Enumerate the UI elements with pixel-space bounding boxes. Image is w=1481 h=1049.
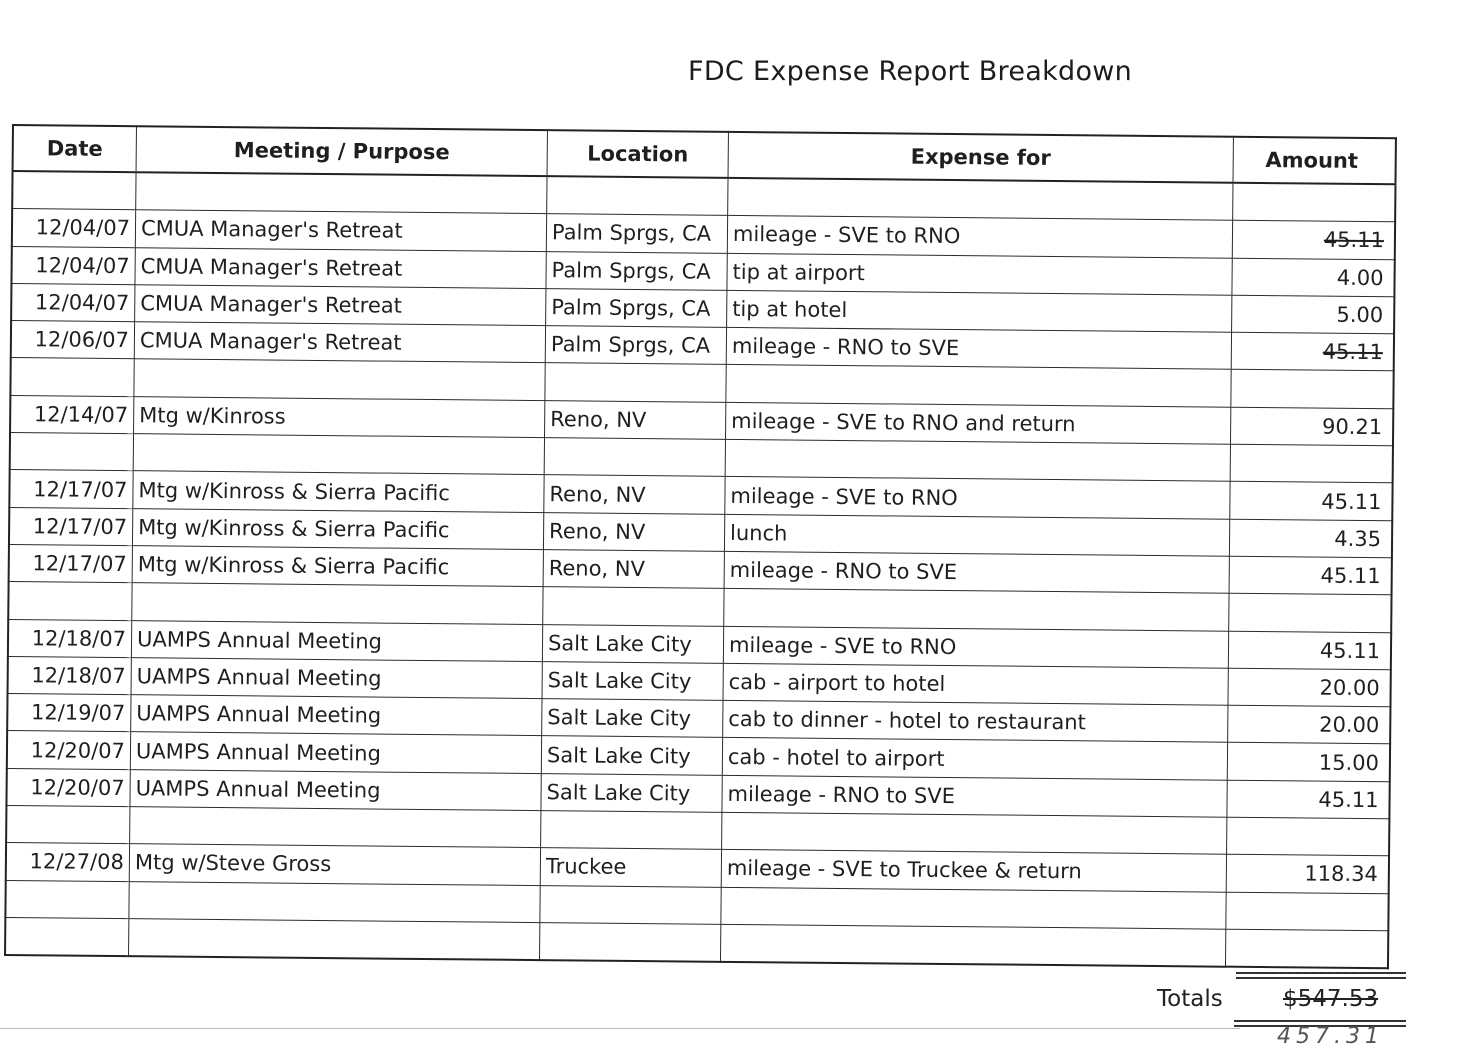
cell-location: Salt Lake City [542, 624, 723, 663]
cell-location [541, 811, 722, 850]
cell-meeting [129, 881, 540, 922]
cell-expense: mileage - SVE to RNO and return [726, 402, 1231, 444]
cell-amount: 45.11 [1230, 482, 1393, 521]
cell-meeting: Mtg w/Kinross [134, 396, 545, 437]
cell-date [5, 880, 129, 918]
totals-rule-top-2 [1236, 977, 1406, 979]
cell-location: Salt Lake City [541, 773, 722, 812]
cell-expense: mileage - RNO to SVE [722, 775, 1227, 817]
cell-date: 12/14/07 [10, 395, 134, 433]
cell-date: 12/18/07 [8, 656, 132, 694]
cell-location: Salt Lake City [542, 661, 723, 700]
cell-date [6, 806, 130, 844]
column-header-meeting: Meeting / Purpose [136, 126, 547, 176]
totals-rule-bottom [1234, 1020, 1406, 1022]
cell-location: Palm Sprgs, CA [546, 251, 727, 290]
cell-meeting: CMUA Manager's Retreat [135, 210, 546, 251]
cell-date: 12/20/07 [6, 768, 130, 806]
column-header-amount: Amount [1233, 137, 1396, 185]
cell-date: 12/20/07 [7, 731, 131, 769]
totals-label: Totals [1157, 986, 1223, 1012]
cell-meeting [132, 583, 543, 624]
cell-expense: mileage - SVE to RNO [725, 477, 1230, 519]
cell-location [544, 438, 725, 477]
cell-expense [721, 887, 1226, 929]
cell-location: Truckee [540, 848, 721, 887]
cell-location: Salt Lake City [542, 699, 723, 738]
cell-location: Palm Sprgs, CA [546, 214, 727, 253]
cell-date [5, 917, 129, 956]
cell-expense: mileage - SVE to RNO [723, 626, 1228, 668]
cell-amount [1230, 444, 1393, 483]
cell-meeting: Mtg w/Kinross & Sierra Pacific [133, 471, 544, 512]
cell-meeting [130, 807, 541, 848]
cell-expense: cab - hotel to airport [722, 738, 1227, 780]
cell-meeting: CMUA Manager's Retreat [135, 285, 546, 326]
cell-date: 12/06/07 [11, 321, 135, 359]
cell-amount: 4.35 [1229, 519, 1392, 558]
cell-location [539, 923, 720, 963]
cell-amount: 118.34 [1226, 855, 1389, 894]
cell-expense: lunch [724, 514, 1229, 556]
column-header-location: Location [547, 130, 728, 178]
cell-location [547, 176, 728, 216]
cell-expense [725, 439, 1230, 481]
cell-location: Palm Sprgs, CA [546, 289, 727, 328]
cell-expense [728, 178, 1233, 221]
cell-date [8, 582, 132, 620]
expense-table [4, 124, 1397, 969]
cell-meeting: Mtg w/Kinross & Sierra Pacific [132, 546, 543, 587]
cell-amount [1229, 593, 1392, 632]
cell-date: 12/17/07 [9, 544, 133, 582]
cell-date: 12/04/07 [12, 209, 136, 247]
cell-amount: 5.00 [1232, 295, 1395, 334]
report-title: FDC Expense Report Breakdown [688, 56, 1133, 87]
cell-expense: mileage - RNO to SVE [724, 551, 1229, 593]
cell-date: 12/17/07 [9, 470, 133, 508]
cell-meeting: UAMPS Annual Meeting [130, 769, 541, 810]
cell-amount: 20.00 [1228, 705, 1391, 744]
cell-expense: mileage - RNO to SVE [726, 328, 1231, 370]
cell-date [12, 171, 136, 210]
cell-expense: cab - airport to hotel [723, 663, 1228, 705]
cell-location: Reno, NV [545, 400, 726, 439]
cell-amount: 90.21 [1230, 407, 1393, 446]
cell-expense: cab to dinner - hotel to restaurant [723, 701, 1228, 743]
cell-meeting: UAMPS Annual Meeting [131, 658, 542, 699]
cell-location: Palm Sprgs, CA [545, 326, 726, 365]
totals-value: $547.53 [1283, 986, 1379, 1012]
cell-meeting: CMUA Manager's Retreat [135, 247, 546, 288]
cell-meeting [129, 919, 540, 961]
cell-date: 12/18/07 [8, 619, 132, 657]
handwritten-total: 457.31 [1277, 1024, 1384, 1049]
cell-amount: 15.00 [1227, 743, 1390, 782]
cell-location [545, 363, 726, 402]
cell-date: 12/27/08 [6, 843, 130, 881]
scan-edge-line [0, 1028, 1240, 1029]
cell-amount [1233, 183, 1396, 222]
cell-amount: 45.11 [1227, 780, 1390, 819]
cell-location [543, 587, 724, 626]
cell-amount [1226, 892, 1389, 931]
cell-meeting: UAMPS Annual Meeting [131, 620, 542, 661]
cell-amount: 45.11 [1228, 631, 1391, 670]
cell-location: Reno, NV [544, 475, 725, 514]
cell-amount: 20.00 [1228, 668, 1391, 707]
cell-meeting: CMUA Manager's Retreat [134, 322, 545, 363]
cell-location: Salt Lake City [541, 736, 722, 775]
cell-expense: tip at hotel [727, 290, 1232, 332]
cell-amount: 45.11 [1229, 556, 1392, 595]
cell-meeting [134, 359, 545, 400]
cell-date: 12/04/07 [11, 283, 135, 321]
cell-date: 12/19/07 [7, 694, 131, 732]
cell-expense [722, 812, 1227, 854]
cell-meeting: UAMPS Annual Meeting [130, 732, 541, 773]
cell-amount: 4.00 [1232, 258, 1395, 297]
cell-expense [724, 589, 1229, 631]
cell-amount [1227, 817, 1390, 856]
cell-location [540, 885, 721, 924]
totals-rule-top [1236, 972, 1406, 974]
column-header-expense: Expense for [728, 132, 1233, 183]
cell-expense: mileage - SVE to RNO [727, 216, 1232, 258]
cell-location: Reno, NV [543, 512, 724, 551]
table-body [5, 171, 1395, 968]
cell-meeting: Mtg w/Kinross & Sierra Pacific [132, 508, 543, 549]
column-header-date: Date [13, 125, 137, 172]
cell-location: Reno, NV [543, 550, 724, 589]
cell-amount: 45.11 [1232, 221, 1395, 260]
cell-meeting: Mtg w/Steve Gross [129, 844, 540, 885]
cell-meeting: UAMPS Annual Meeting [131, 695, 542, 736]
cell-date [10, 358, 134, 396]
cell-date: 12/17/07 [9, 507, 133, 545]
cell-meeting [133, 434, 544, 475]
cell-expense [720, 924, 1225, 967]
cell-date: 12/04/07 [11, 246, 135, 284]
cell-expense [726, 365, 1231, 407]
cell-amount: 45.11 [1231, 332, 1394, 371]
cell-amount [1231, 370, 1394, 409]
cell-date [10, 433, 134, 471]
cell-amount [1225, 929, 1388, 968]
cell-meeting [136, 172, 547, 214]
expense-table-sheet [4, 124, 1397, 969]
cell-expense: tip at airport [727, 253, 1232, 295]
cell-expense: mileage - SVE to Truckee & return [721, 850, 1226, 892]
